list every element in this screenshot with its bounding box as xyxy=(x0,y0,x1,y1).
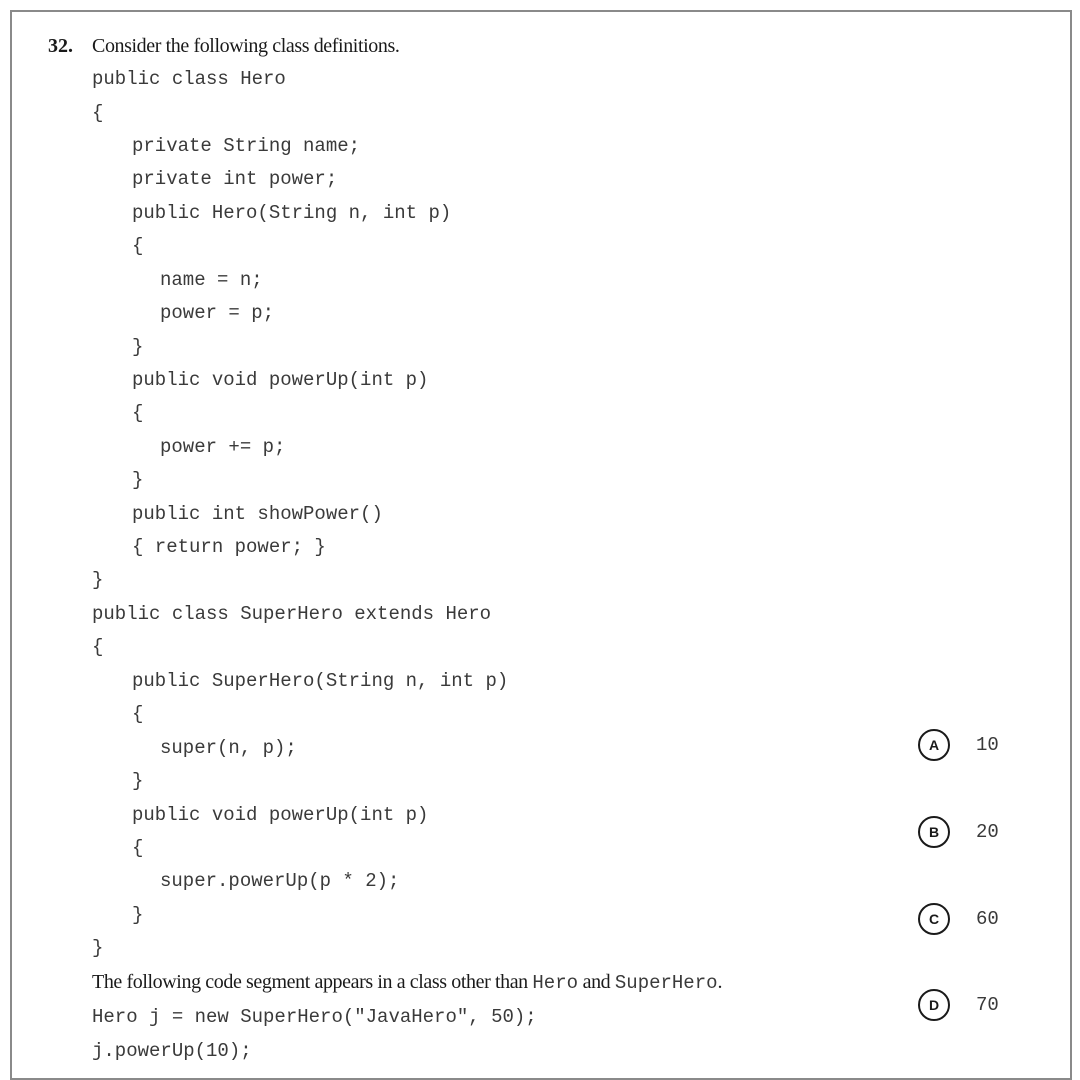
code-line: super(n, p); xyxy=(160,737,297,759)
code-line: { xyxy=(132,402,144,424)
code-line: } xyxy=(92,937,104,959)
code-line: name = n; xyxy=(160,269,263,291)
segment-code-line: Hero j = new SuperHero("JavaHero", 50); xyxy=(92,1006,537,1028)
code-line: public class Hero xyxy=(92,68,286,90)
code-line: public Hero(String n, int p) xyxy=(132,202,452,224)
code-line: { return power; } xyxy=(132,536,326,558)
code-line: public class SuperHero extends Hero xyxy=(92,603,492,625)
choice-c-bubble[interactable]: C xyxy=(918,903,950,935)
choice-d-value: 70 xyxy=(976,994,999,1016)
class-name-hero: Hero xyxy=(532,972,578,994)
code-line: } xyxy=(132,336,144,358)
question-prompt: Consider the following class definitions. xyxy=(92,35,400,57)
code-line: } xyxy=(132,469,144,491)
code-line: power = p; xyxy=(160,302,275,324)
code-line: public int showPower() xyxy=(132,503,383,525)
choice-b[interactable] xyxy=(918,816,1028,852)
code-line: public SuperHero(String n, int p) xyxy=(132,670,509,692)
code-line: } xyxy=(132,770,144,792)
code-line: } xyxy=(92,569,104,591)
segment-text: The following code segment appears in a class other than xyxy=(92,971,533,993)
question-number: 32. xyxy=(48,35,73,57)
choice-b-value: 20 xyxy=(976,821,999,843)
segment-description xyxy=(92,970,722,995)
choice-d-bubble[interactable]: D xyxy=(918,989,950,1021)
segment-and: and xyxy=(578,971,615,993)
choice-c[interactable] xyxy=(918,903,1028,939)
code-line: super.powerUp(p * 2); xyxy=(160,870,400,892)
choice-a[interactable] xyxy=(918,729,1028,765)
code-line: } xyxy=(132,904,144,926)
code-line: { xyxy=(132,235,144,257)
choice-d[interactable] xyxy=(918,989,1028,1025)
class-name-superhero: SuperHero xyxy=(614,972,718,994)
choice-b-bubble[interactable]: B xyxy=(918,816,950,848)
code-line: public void powerUp(int p) xyxy=(132,804,429,826)
code-line: { xyxy=(92,636,104,658)
code-line: { xyxy=(92,102,104,124)
code-line: private String name; xyxy=(132,135,361,157)
choice-a-value: 10 xyxy=(976,734,999,756)
segment-code-line: j.powerUp(10); xyxy=(92,1040,252,1062)
code-line: { xyxy=(132,703,144,725)
choice-c-value: 60 xyxy=(976,908,999,930)
code-line: public void powerUp(int p) xyxy=(132,369,429,391)
code-line: private int power; xyxy=(132,168,338,190)
code-line: power += p; xyxy=(160,436,286,458)
choice-a-bubble[interactable]: A xyxy=(918,729,950,761)
segment-period: . xyxy=(717,971,723,993)
code-line: { xyxy=(132,837,144,859)
